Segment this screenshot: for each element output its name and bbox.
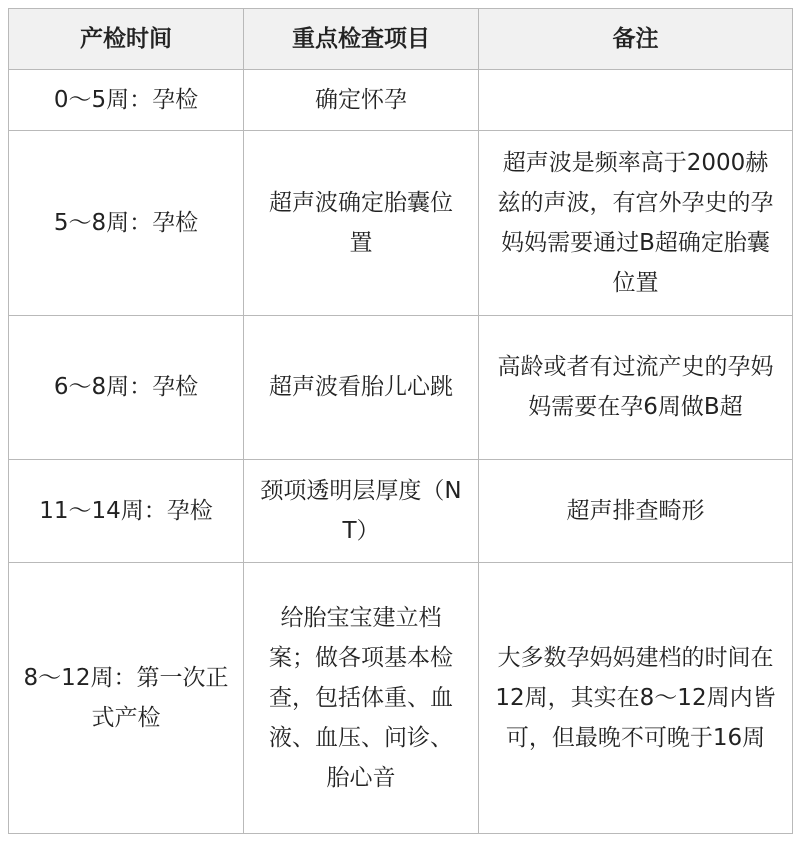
header-row <box>9 9 793 70</box>
cell-notes: 超声波是频率高于2000赫兹的声波，有宫外孕史的孕妈妈需要通过B超确定胎囊位置 <box>479 131 793 315</box>
cell-checkup-time: 5～8周：孕检 <box>9 131 244 315</box>
cell-key-items: 给胎宝宝建立档案；做各项基本检查，包括体重、血液、血压、问诊、胎心音 <box>244 563 479 834</box>
cell-notes <box>479 70 793 131</box>
cell-notes: 超声排查畸形 <box>479 459 793 563</box>
cell-notes: 大多数孕妈妈建档的时间在12周，其实在8～12周内皆可，但最晚不可晚于16周 <box>479 563 793 834</box>
header-notes: 备注 <box>479 9 793 70</box>
prenatal-checkup-table <box>8 8 793 834</box>
table-row <box>9 131 793 315</box>
header-checkup-time: 产检时间 <box>9 9 244 70</box>
header-key-items: 重点检查项目 <box>244 9 479 70</box>
cell-key-items: 超声波确定胎囊位置 <box>244 131 479 315</box>
table-header <box>9 9 793 70</box>
table-row <box>9 563 793 834</box>
cell-checkup-time: 6～8周：孕检 <box>9 315 244 459</box>
cell-key-items: 确定怀孕 <box>244 70 479 131</box>
cell-key-items: 颈项透明层厚度（NT） <box>244 459 479 563</box>
cell-checkup-time: 8～12周：第一次正式产检 <box>9 563 244 834</box>
cell-checkup-time: 11～14周：孕检 <box>9 459 244 563</box>
table-row <box>9 70 793 131</box>
cell-checkup-time: 0～5周：孕检 <box>9 70 244 131</box>
cell-key-items: 超声波看胎儿心跳 <box>244 315 479 459</box>
table-row <box>9 459 793 563</box>
table-row <box>9 315 793 459</box>
table-body <box>9 70 793 834</box>
cell-notes: 高龄或者有过流产史的孕妈妈需要在孕6周做B超 <box>479 315 793 459</box>
